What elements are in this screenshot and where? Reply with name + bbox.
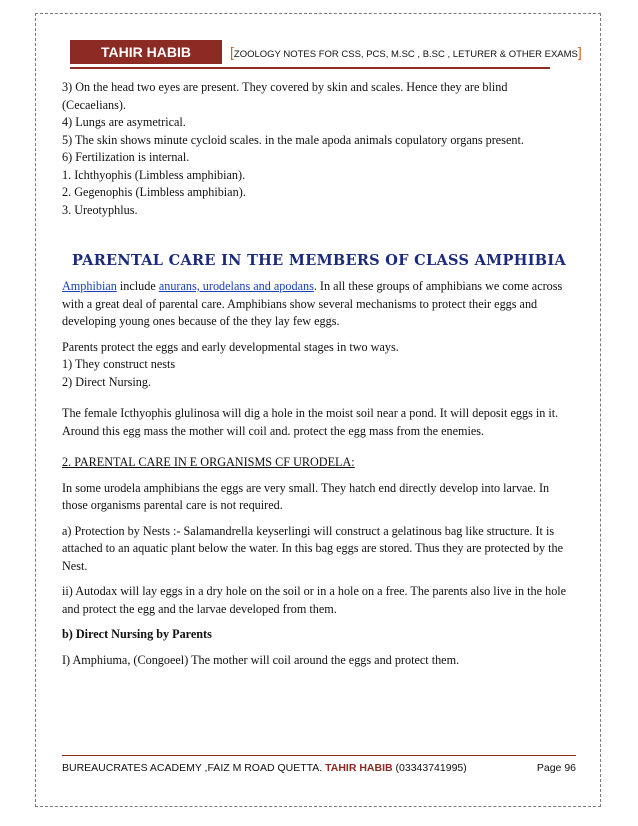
list-line: 2. Gegenophis (Limbless amphibian). bbox=[62, 185, 246, 199]
female-paragraph: The female Icthyophis glulinosa will dig a hole in the moist soil near a pond. It will deposit eggs in it. Around this egg mass the mother will coil and. protect the egg mass from the enemies. bbox=[62, 406, 559, 438]
footer-academy: BUREAUCRATES ACADEMY ,FAIZ M ROAD QUETTA. bbox=[62, 762, 323, 774]
amphibian-link[interactable]: Amphibian bbox=[62, 279, 117, 293]
footer-author: TAHIR HABIB bbox=[325, 762, 393, 774]
page-header bbox=[70, 40, 582, 64]
list-line: 5) The skin shows minute cycloid scales. in the male apoda animals copulatory organs present. bbox=[62, 132, 524, 147]
bracket-close: ] bbox=[577, 44, 582, 60]
list-line: 3) On the head two eyes are present. They covered by skin and scales. Hence they are blind bbox=[62, 80, 508, 94]
list-line: 6) Fertilization is internal. bbox=[62, 150, 190, 164]
author-banner: TAHIR HABIB bbox=[70, 40, 222, 64]
footer-rule bbox=[62, 755, 576, 756]
groups-link[interactable]: anurans, urodelans and apodans bbox=[158, 279, 314, 293]
header-rule bbox=[70, 67, 550, 69]
intro-text: . In all these groups of amphibians we come across with a great deal of parental care. Amphibians show several mechanisms to protect their eggs and developing young ones because of the they lay few eggs. bbox=[62, 279, 563, 328]
urodela-heading: 2. PARENTAL CARE IN E ORGANISMS CF URODELA: bbox=[62, 455, 355, 469]
footer-phone: (03343741995) bbox=[395, 762, 467, 774]
nests-paragraph: a) Protection by Nests :- Salamandrella keyserlingi will construct a gelatinous bag like structure. It is attached to an aquatic plant below the water. In this bag eggs are stored. Thus they are protected by the Nest. bbox=[62, 523, 563, 573]
section-title: PARENTAL CARE IN THE MEMBERS OF CLASS AMPHIBIA bbox=[72, 252, 566, 269]
subtitle-text: ZOOLOGY NOTES FOR CSS, PCS, M.SC , B.SC , LETURER & OTHER EXAMS bbox=[233, 49, 578, 60]
ways-item: 2) Direct Nursing. bbox=[62, 374, 152, 389]
list-line: 4) Lungs are asymetrical. bbox=[62, 115, 186, 129]
header-subtitle bbox=[230, 44, 582, 63]
intro-paragraph bbox=[62, 278, 576, 331]
autodax-paragraph: ii) Autodax will lay eggs in a dry hole on the soil or in a hole on a free. The parents also live in the hole and protect the egg and the larvae developed from them. bbox=[62, 584, 567, 616]
page-number: Page 96 bbox=[536, 762, 576, 774]
ways-lead: Parents protect the eggs and early developmental stages in two ways. bbox=[62, 339, 399, 354]
ways-item: 1) They construct nests bbox=[62, 357, 176, 371]
urodela-paragraph: In some urodela amphibians the eggs are very small. They hatch end directly develop into larvae. In those organisms parental care is not required. bbox=[62, 480, 550, 512]
page-footer bbox=[62, 762, 576, 774]
bracket-open: [ bbox=[230, 44, 234, 60]
page-content bbox=[62, 79, 576, 669]
list-line: (Cecaelians). bbox=[62, 97, 126, 112]
intro-text: include bbox=[116, 279, 159, 293]
list-line: 3. Ureotyphlus. bbox=[62, 202, 138, 217]
direct-nursing-heading: b) Direct Nursing by Parents bbox=[62, 627, 212, 641]
list-line: 1. Ichthyophis (Limbless amphibian). bbox=[62, 167, 246, 182]
amphiuma-paragraph: I) Amphiuma, (Congoeel) The mother will coil around the eggs and protect them. bbox=[62, 652, 460, 667]
